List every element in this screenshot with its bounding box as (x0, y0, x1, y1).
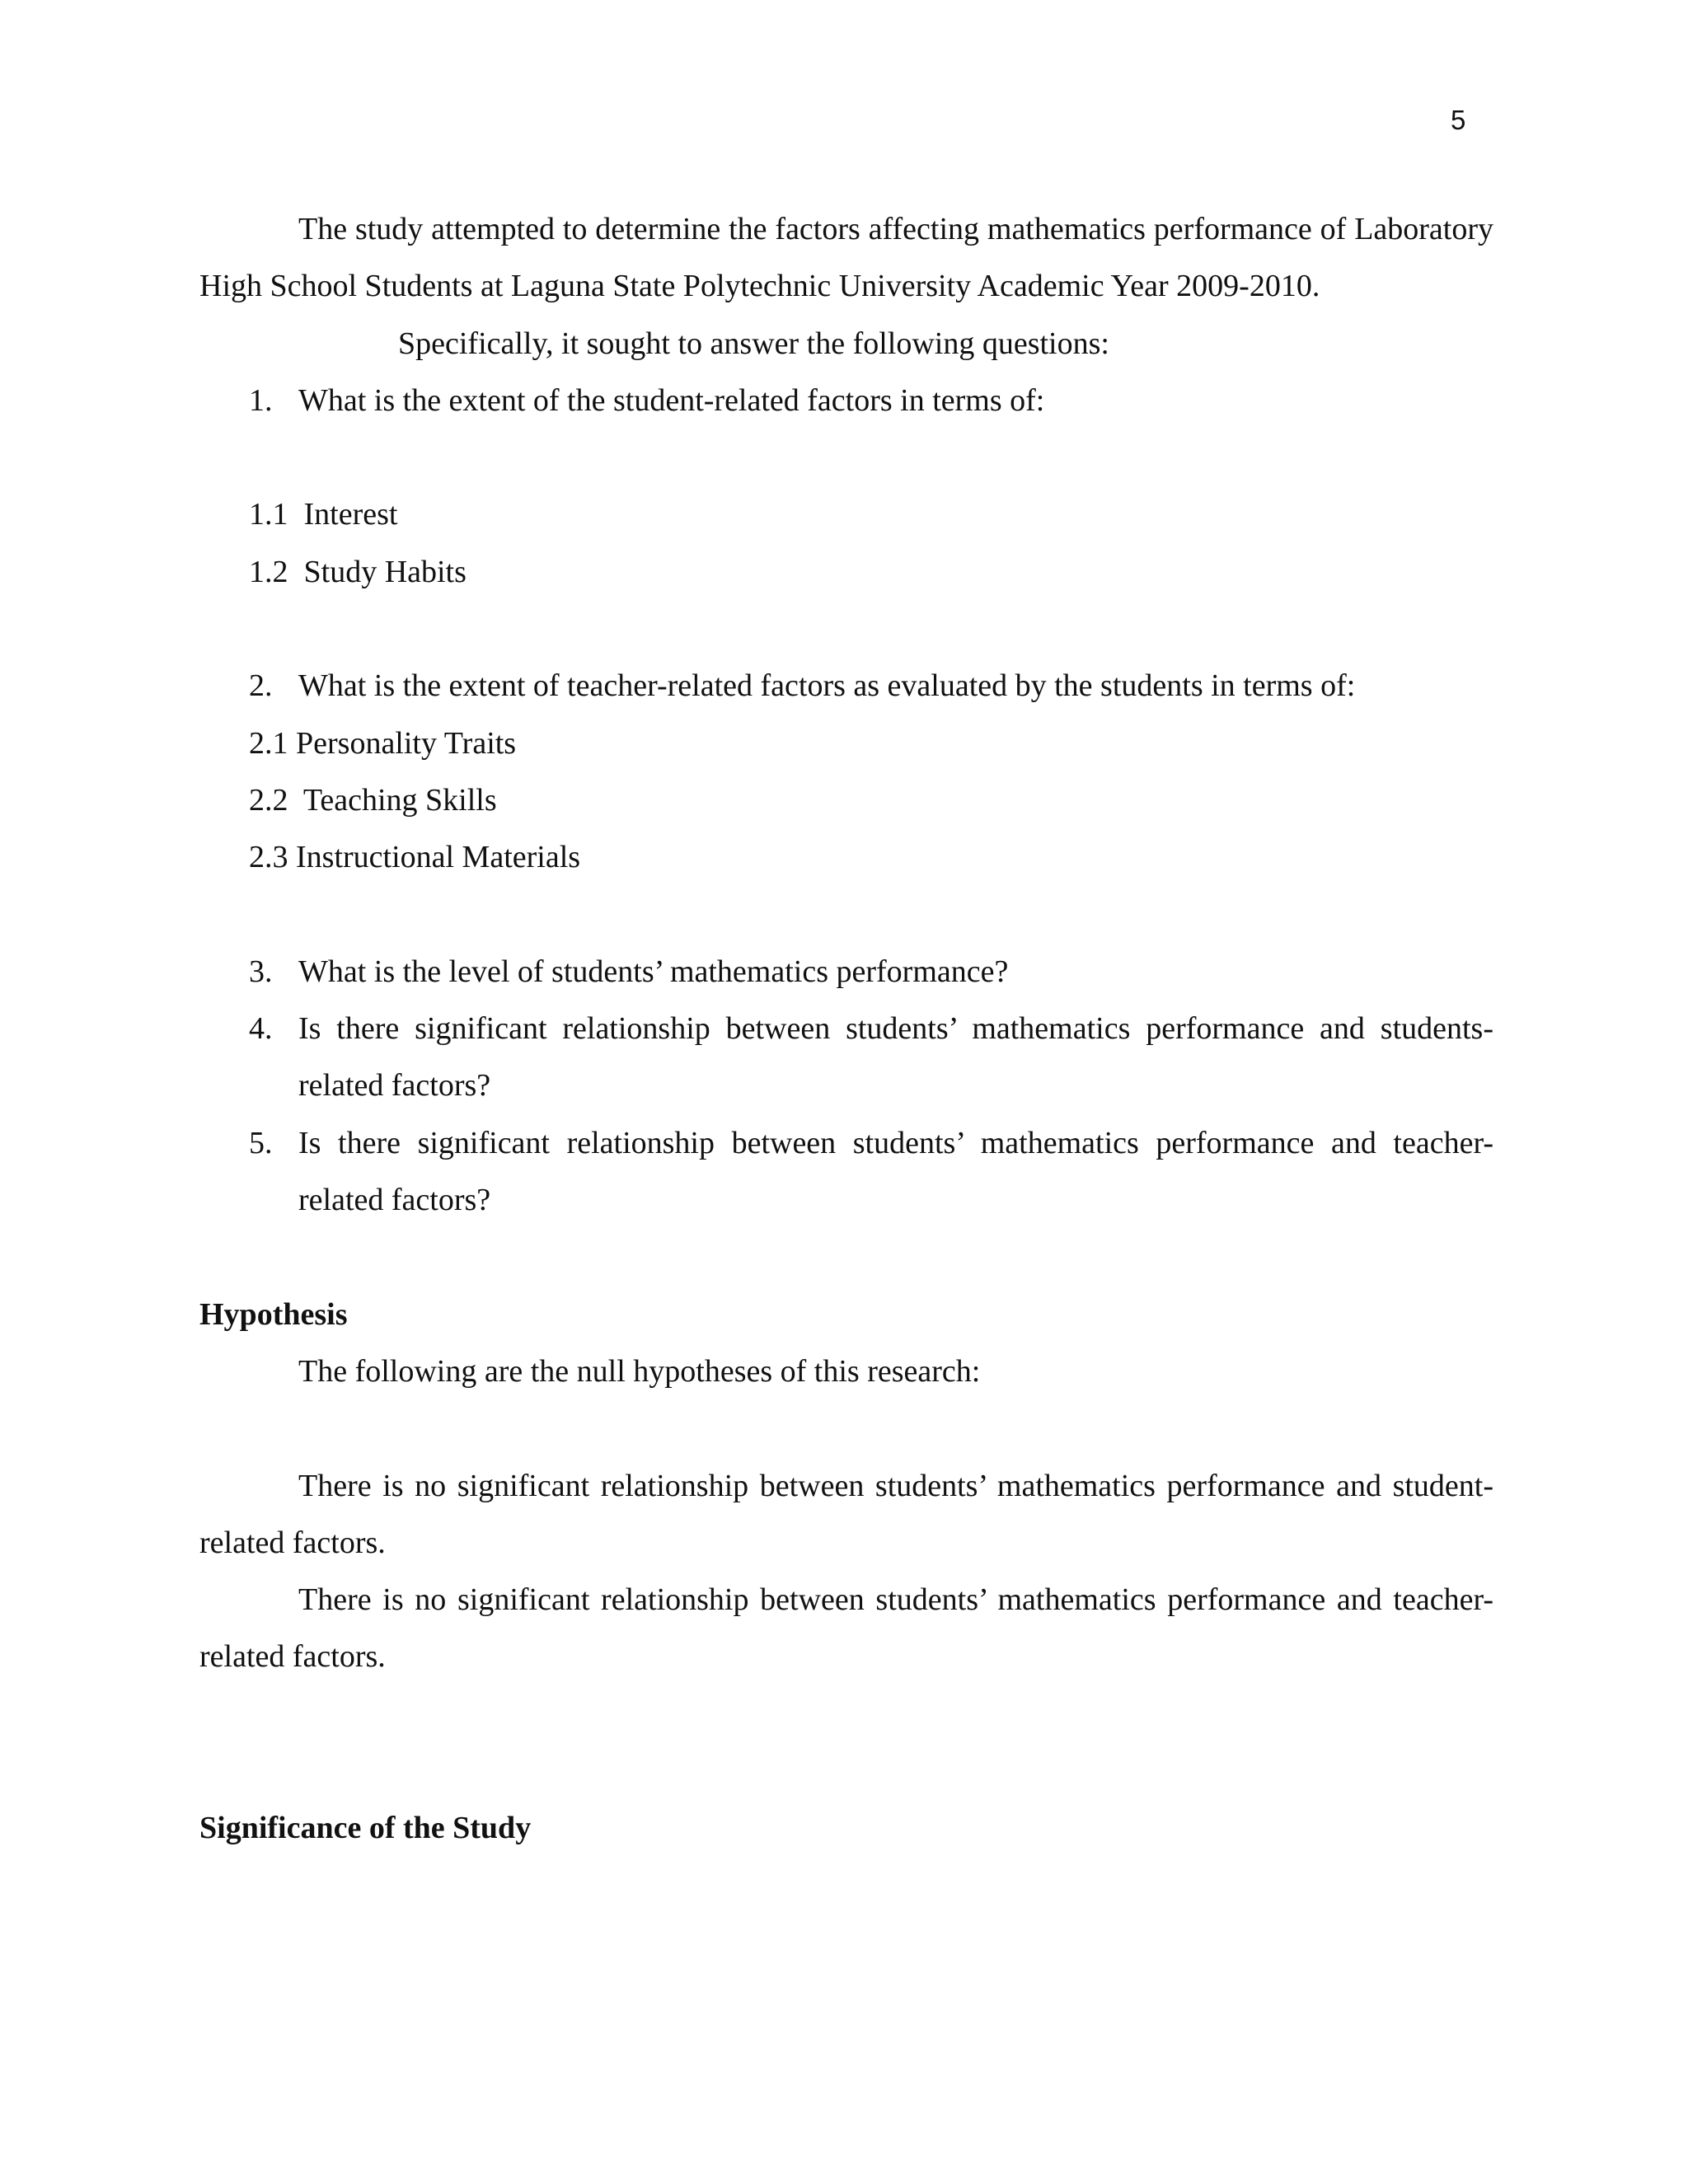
spacer (199, 1229, 1493, 1286)
question-text: What is the extent of teacher-related factors as evaluated by the students in terms of: (298, 668, 1356, 704)
spacer (199, 1743, 1493, 1800)
question-number: 5. (249, 1125, 273, 1160)
question-3 (199, 944, 1493, 1001)
question-1 (199, 373, 1493, 429)
spacer (199, 887, 1493, 944)
spacer (199, 601, 1493, 658)
question-text: What is the level of students’ mathematics performance? (298, 954, 1009, 989)
question-text: Is there significant relationship between students’ mathematics performance and students-related factors? (298, 1011, 1493, 1104)
page-number: 5 (1451, 105, 1466, 135)
sub-item-2-2: 2.2 Teaching Skills (249, 782, 497, 818)
intro-paragraph: The study attempted to determine the factors affecting mathematics performance of Laboratory High School Students at Laguna State Polytechnic University Academic Year 2009-2010. (199, 212, 1493, 304)
question-number: 2. (249, 668, 273, 704)
question-4 (199, 1001, 1493, 1115)
spacer (199, 1686, 1493, 1743)
hypothesis-item-2: There is no significant relationship between students’ mathematics performance and teacher-related factors. (199, 1582, 1493, 1675)
sub-item-1-1: 1.1 Interest (249, 497, 398, 532)
question-text: What is the extent of the student-related factors in terms of: (298, 382, 1045, 418)
question-number: 4. (249, 1011, 273, 1047)
significance-heading: Significance of the Study (199, 1811, 532, 1846)
question-number: 3. (249, 954, 273, 989)
questions-lead: Specifically, it sought to answer the following questions: (398, 326, 1109, 361)
sub-item-2-3: 2.3 Instructional Materials (249, 840, 581, 875)
spacer (199, 1400, 1493, 1457)
hypothesis-item-1: There is no significant relationship between students’ mathematics performance and student-related factors. (199, 1468, 1493, 1560)
question-number: 1. (249, 382, 273, 418)
hypothesis-lead: The following are the null hypotheses of this research: (298, 1353, 981, 1389)
hypothesis-heading: Hypothesis (199, 1296, 348, 1332)
question-2 (199, 658, 1493, 715)
sub-item-1-2: 1.2 Study Habits (249, 554, 467, 589)
sub-item-2-1: 2.1 Personality Traits (249, 725, 517, 761)
spacer (199, 429, 1493, 486)
question-text: Is there significant relationship between students’ mathematics performance and teacher-related factors? (298, 1125, 1493, 1218)
document-body (199, 201, 1493, 1858)
question-5 (199, 1115, 1493, 1230)
